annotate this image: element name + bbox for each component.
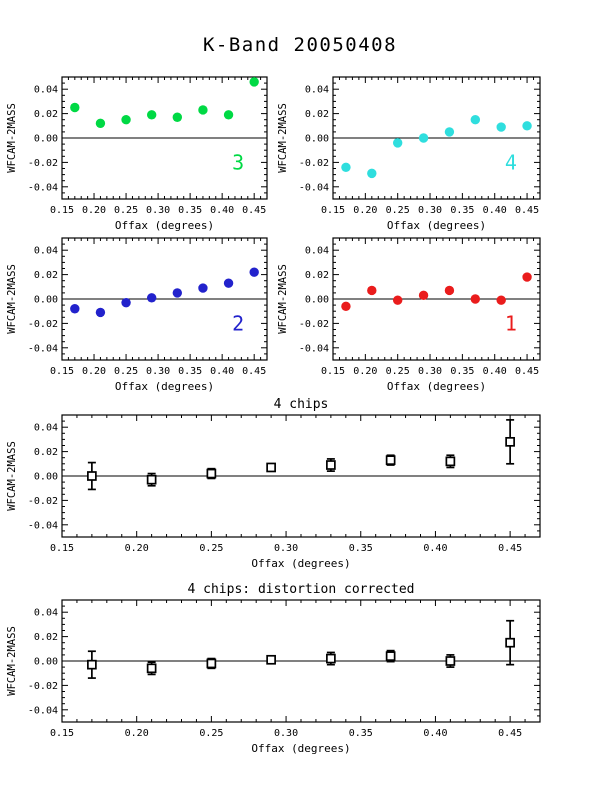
x-tick-label: 0.15 [49,366,75,377]
data-point [445,286,454,295]
data-point [327,461,335,469]
data-point [522,121,531,130]
subplot-chip-3 [6,77,267,232]
x-tick-label: 0.45 [242,366,267,377]
y-tick-label: 0.02 [304,109,329,121]
x-tick-label: 0.35 [348,543,373,554]
y-tick-label: -0.04 [27,520,58,532]
y-tick-label: 0.02 [33,109,58,121]
x-tick-label: 0.45 [242,205,267,216]
data-point [147,110,156,119]
data-point [121,298,130,307]
y-tick-label: 0.04 [33,422,58,434]
data-point [173,113,182,122]
x-axis-title: Offax (degrees) [386,380,487,393]
x-tick-label: 0.45 [498,543,523,554]
x-tick-label: 0.40 [210,366,235,377]
y-tick-label: 0.00 [33,133,58,145]
x-tick-label: 0.45 [515,366,540,377]
data-point [522,272,531,281]
y-tick-label: -0.02 [298,318,329,330]
data-point [96,308,105,317]
y-tick-label: -0.02 [27,318,58,330]
x-tick-label: 0.15 [320,205,346,216]
data-point [198,105,207,114]
y-tick-label: -0.02 [27,495,58,507]
x-tick-label: 0.25 [199,728,224,739]
x-tick-label: 0.20 [353,205,378,216]
subplot-chip-2 [6,238,267,393]
subplot-title: 4 chips: distortion corrected [187,582,415,597]
x-tick-label: 0.40 [423,543,448,554]
subplot-four-chips-corrected [6,582,540,755]
x-tick-label: 0.30 [274,543,299,554]
y-tick-label: 0.02 [304,270,329,282]
y-tick-label: 0.04 [33,84,58,96]
chip-number-label: 4 [504,150,517,175]
data-point [207,470,215,478]
x-tick-label: 0.15 [49,543,75,554]
y-tick-label: -0.02 [27,157,58,169]
y-tick-label: -0.02 [298,157,329,169]
subplot-title: 4 chips [273,397,329,412]
x-tick-label: 0.15 [49,205,75,216]
x-axis-title: Offax (degrees) [251,742,351,755]
x-tick-label: 0.35 [178,205,203,216]
data-point [267,656,275,664]
data-point [367,286,376,295]
y-tick-label: -0.02 [27,680,58,692]
y-tick-label: 0.00 [33,471,58,483]
x-tick-label: 0.20 [81,205,107,216]
data-point [96,119,105,128]
y-tick-label: 0.00 [33,294,58,306]
x-tick-label: 0.35 [450,205,475,216]
y-axis-title: WFCAM-2MASS [6,103,18,173]
y-tick-label: 0.02 [33,632,58,644]
x-axis-title: Offax (degrees) [386,219,487,232]
x-tick-label: 0.30 [417,205,443,216]
data-point [70,103,79,112]
data-point [446,657,454,665]
x-tick-label: 0.20 [124,728,149,739]
data-point [249,267,258,276]
x-tick-label: 0.35 [348,728,373,739]
y-axis-title: WFCAM-2MASS [277,264,289,334]
data-point [88,472,96,480]
subplot-four-chips [6,397,540,570]
x-tick-label: 0.25 [114,205,139,216]
y-tick-label: 0.04 [33,607,58,619]
x-tick-label: 0.30 [146,205,171,216]
data-point [327,655,335,663]
data-point [393,296,402,305]
x-tick-label: 0.25 [385,366,410,377]
y-tick-label: 0.00 [304,133,329,145]
x-tick-label: 0.15 [320,366,346,377]
data-point [341,163,350,172]
y-tick-label: 0.04 [33,245,58,257]
y-tick-label: -0.04 [298,343,329,355]
x-tick-label: 0.20 [124,543,149,554]
data-point [198,283,207,292]
y-tick-label: -0.04 [27,343,58,355]
chip-number-label: 1 [504,311,517,336]
x-tick-label: 0.40 [482,366,507,377]
data-point [148,476,156,484]
y-axis-title: WFCAM-2MASS [6,626,18,696]
data-point [496,296,505,305]
data-point [506,438,514,446]
x-tick-label: 0.15 [49,728,75,739]
x-tick-label: 0.30 [146,366,171,377]
data-point [419,133,428,142]
y-tick-label: 0.02 [33,447,58,459]
x-tick-label: 0.30 [417,366,443,377]
x-tick-label: 0.40 [423,728,448,739]
data-point [496,122,505,131]
x-tick-label: 0.25 [385,205,410,216]
y-tick-label: -0.04 [298,182,329,194]
data-point [249,77,258,86]
chip-number-label: 2 [232,311,245,336]
x-tick-label: 0.20 [81,366,107,377]
data-point [173,288,182,297]
data-point [445,127,454,136]
x-tick-label: 0.25 [114,366,139,377]
data-point [147,293,156,302]
y-axis-title: WFCAM-2MASS [6,441,18,511]
data-point [393,138,402,147]
data-point [148,664,156,672]
data-point [471,294,480,303]
y-tick-label: -0.04 [27,705,58,717]
y-tick-label: 0.00 [304,294,329,306]
x-axis-title: Offax (degrees) [114,380,215,393]
y-axis-title: WFCAM-2MASS [6,264,18,334]
x-tick-label: 0.35 [178,366,203,377]
x-tick-label: 0.40 [482,205,507,216]
data-point [387,456,395,464]
data-point [341,302,350,311]
x-axis-title: Offax (degrees) [114,219,215,232]
data-point [121,115,130,124]
x-tick-label: 0.35 [450,366,475,377]
data-point [70,304,79,313]
chip-number-label: 3 [232,150,245,175]
y-tick-label: 0.00 [33,656,58,668]
data-point [88,661,96,669]
data-point [367,169,376,178]
data-point [446,457,454,465]
data-point [387,652,395,660]
data-point [506,639,514,647]
x-tick-label: 0.20 [353,366,378,377]
data-point [419,291,428,300]
data-point [207,659,215,667]
figure-title: K-Band 20050408 [202,34,398,56]
data-point [224,278,233,287]
y-tick-label: 0.04 [304,84,329,96]
data-point [224,110,233,119]
x-tick-label: 0.45 [498,728,523,739]
x-tick-label: 0.30 [274,728,299,739]
data-point [267,463,275,471]
data-point [471,115,480,124]
x-axis-title: Offax (degrees) [251,557,351,570]
y-tick-label: 0.02 [33,270,58,282]
subplot-chip-1 [277,238,540,393]
y-tick-label: -0.04 [27,182,58,194]
x-tick-label: 0.45 [515,205,540,216]
y-tick-label: 0.04 [304,245,329,257]
x-tick-label: 0.25 [199,543,224,554]
y-axis-title: WFCAM-2MASS [277,103,289,173]
subplot-chip-4 [277,77,540,232]
x-tick-label: 0.40 [210,205,235,216]
